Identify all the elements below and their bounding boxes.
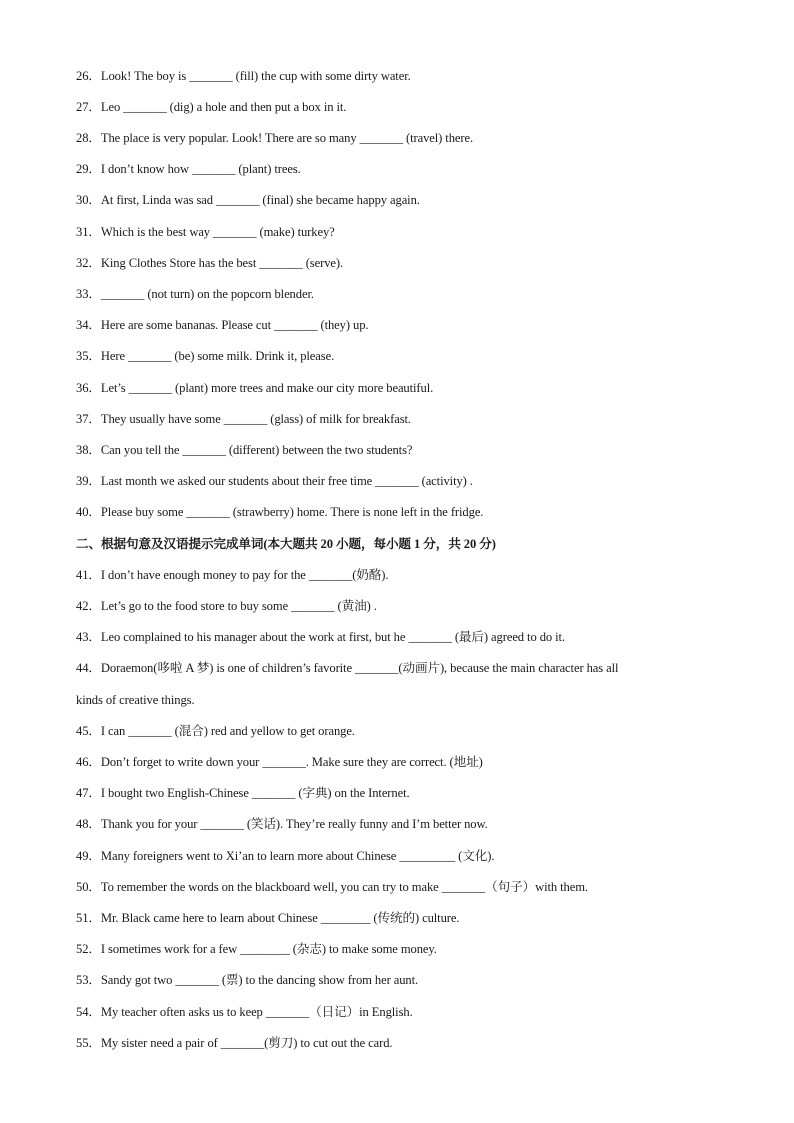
question-30: 30．At first, Linda was sad _______ (final) she became happy again.	[76, 193, 420, 207]
question-26: 26．Look! The boy is _______ (fill) the cup with some dirty water.	[76, 69, 411, 83]
question-47: 47．I bought two English-Chinese _______ (字典) on the Internet.	[76, 786, 410, 800]
question-53: 53．Sandy got two _______ (票) to the dancing show from her aunt.	[76, 973, 419, 987]
question-44-continuation: kinds of creative things.	[76, 693, 195, 707]
question-41: 41．I don’t have enough money to pay for the _______(奶酪).	[76, 568, 389, 582]
question-28: 28．The place is very popular. Look! There are so many _______ (travel) there.	[76, 131, 474, 145]
question-51: 51．Mr. Black came here to learn about Chinese ________ (传统的) culture.	[76, 911, 460, 925]
question-49: 49．Many foreigners went to Xi’an to learn more about Chinese _________ (文化).	[76, 849, 495, 863]
question-40: 40．Please buy some _______ (strawberry) home. There is none left in the fridge.	[76, 505, 484, 519]
question-42: 42．Let’s go to the food store to buy some _______ (黄油) .	[76, 599, 377, 613]
question-33: 33．_______ (not turn) on the popcorn blender.	[76, 287, 314, 301]
question-54: 54．My teacher often asks us to keep _______（日记）in English.	[76, 1005, 413, 1019]
question-27: 27．Leo _______ (dig) a hole and then put a box in it.	[76, 100, 347, 114]
question-39: 39．Last month we asked our students about their free time _______ (activity) .	[76, 474, 473, 488]
question-32: 32．King Clothes Store has the best _______ (serve).	[76, 256, 344, 270]
question-52: 52．I sometimes work for a few ________ (杂志) to make some money.	[76, 942, 437, 956]
question-55: 55．My sister need a pair of _______(剪刀) to cut out the card.	[76, 1036, 393, 1050]
question-45: 45．I can _______ (混合) red and yellow to get orange.	[76, 724, 355, 738]
question-31: 31．Which is the best way _______ (make) turkey?	[76, 225, 335, 239]
question-36: 36．Let’s _______ (plant) more trees and make our city more beautiful.	[76, 381, 434, 395]
question-34: 34．Here are some bananas. Please cut _______ (they) up.	[76, 318, 369, 332]
question-38: 38．Can you tell the _______ (different) between the two students?	[76, 443, 413, 457]
question-43: 43．Leo complained to his manager about the work at first, but he _______ (最后) agreed to do it.	[76, 630, 565, 644]
question-48: 48．Thank you for your _______ (笑话). They’re really funny and I’m better now.	[76, 817, 488, 831]
question-29: 29．I don’t know how _______ (plant) trees.	[76, 162, 301, 176]
question-44: 44．Doraemon(哆啦 A 梦) is one of children’s favorite _______(动画片), because the main character has all	[76, 661, 619, 675]
question-35: 35．Here _______ (be) some milk. Drink it, please.	[76, 349, 335, 363]
section-heading: 二、根据句意及汉语提示完成单词(本大题共 20 小题，每小题 1 分，共 20 分)	[76, 537, 496, 551]
question-50: 50．To remember the words on the blackboard well, you can try to make _______（句子）with them.	[76, 880, 588, 894]
question-37: 37．They usually have some _______ (glass) of milk for breakfast.	[76, 412, 411, 426]
question-46: 46．Don’t forget to write down your _______. Make sure they are correct. (地址)	[76, 755, 483, 769]
